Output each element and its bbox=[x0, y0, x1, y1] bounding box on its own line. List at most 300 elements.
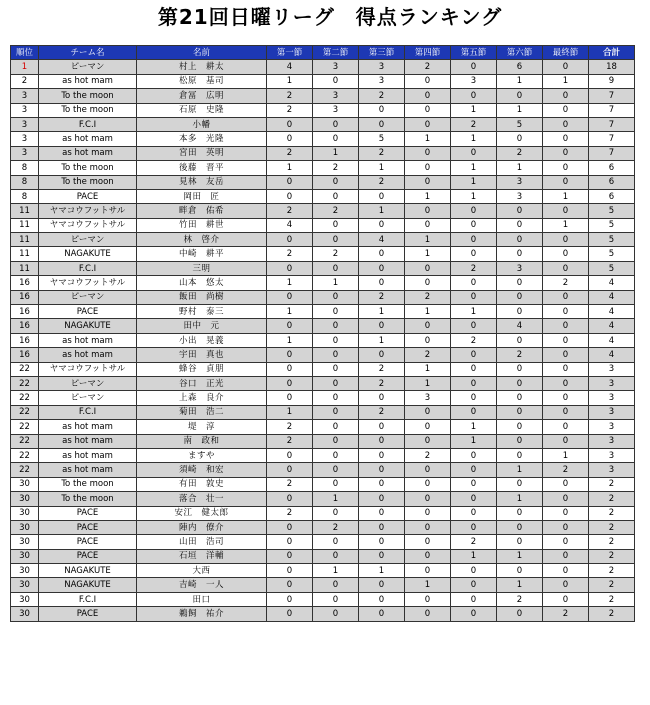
table-row bbox=[11, 592, 635, 606]
round-3-cell: 0 bbox=[359, 103, 405, 117]
table-row bbox=[11, 463, 635, 477]
page-title: 第21回日曜リーグ 得点ランキング bbox=[157, 5, 503, 29]
round-3-cell: 1 bbox=[359, 333, 405, 347]
round-2-cell: 0 bbox=[313, 261, 359, 275]
round-1-cell: 0 bbox=[267, 520, 313, 534]
total-cell: 6 bbox=[589, 189, 635, 203]
round-4-cell: 0 bbox=[405, 117, 451, 131]
round-5-cell: 0 bbox=[451, 520, 497, 534]
header-round-6: 第六節 bbox=[497, 46, 543, 60]
round-3-cell: 0 bbox=[359, 218, 405, 232]
team-cell: PACE bbox=[39, 189, 137, 203]
rank-cell: 22 bbox=[11, 434, 39, 448]
round-1-cell: 0 bbox=[267, 233, 313, 247]
total-cell: 7 bbox=[589, 117, 635, 131]
table-row bbox=[11, 276, 635, 290]
round-5-cell: 0 bbox=[451, 60, 497, 74]
round-1-cell: 0 bbox=[267, 463, 313, 477]
round-4-cell: 0 bbox=[405, 89, 451, 103]
rank-cell: 30 bbox=[11, 535, 39, 549]
total-cell: 4 bbox=[589, 319, 635, 333]
round-2-cell: 0 bbox=[313, 535, 359, 549]
round-4-cell: 0 bbox=[405, 319, 451, 333]
header-row bbox=[11, 46, 635, 60]
total-cell: 7 bbox=[589, 103, 635, 117]
total-cell: 5 bbox=[589, 218, 635, 232]
round-1-cell: 2 bbox=[267, 146, 313, 160]
round-2-cell: 0 bbox=[313, 290, 359, 304]
round-2-cell: 0 bbox=[313, 319, 359, 333]
round-3-cell: 0 bbox=[359, 420, 405, 434]
rank-cell: 3 bbox=[11, 132, 39, 146]
round-3-cell: 3 bbox=[359, 74, 405, 88]
player-name-cell: 安江 健太郎 bbox=[137, 506, 267, 520]
total-cell: 3 bbox=[589, 391, 635, 405]
table-row bbox=[11, 204, 635, 218]
rank-cell: 22 bbox=[11, 448, 39, 462]
rank-cell: 30 bbox=[11, 549, 39, 563]
round-2-cell: 2 bbox=[313, 520, 359, 534]
round-2-cell: 0 bbox=[313, 376, 359, 390]
team-cell: To the moon bbox=[39, 175, 137, 189]
player-name-cell: 石原 史隆 bbox=[137, 103, 267, 117]
round-5-cell: 1 bbox=[451, 175, 497, 189]
round-1-cell: 1 bbox=[267, 276, 313, 290]
round-6-cell: 0 bbox=[497, 204, 543, 218]
final-round-cell: 0 bbox=[543, 175, 589, 189]
round-1-cell: 4 bbox=[267, 218, 313, 232]
round-3-cell: 1 bbox=[359, 564, 405, 578]
round-6-cell: 1 bbox=[497, 103, 543, 117]
final-round-cell: 0 bbox=[543, 348, 589, 362]
final-round-cell: 0 bbox=[543, 520, 589, 534]
table-row bbox=[11, 362, 635, 376]
player-name-cell: 田口 bbox=[137, 592, 267, 606]
total-cell: 2 bbox=[589, 520, 635, 534]
round-2-cell: 0 bbox=[313, 218, 359, 232]
round-4-cell: 0 bbox=[405, 333, 451, 347]
round-5-cell: 0 bbox=[451, 204, 497, 218]
round-4-cell: 1 bbox=[405, 247, 451, 261]
rank-cell: 22 bbox=[11, 391, 39, 405]
rank-cell: 22 bbox=[11, 420, 39, 434]
rank-cell: 30 bbox=[11, 477, 39, 491]
round-5-cell: 0 bbox=[451, 448, 497, 462]
rank-cell: 2 bbox=[11, 74, 39, 88]
round-4-cell: 0 bbox=[405, 535, 451, 549]
round-2-cell: 0 bbox=[313, 506, 359, 520]
round-6-cell: 1 bbox=[497, 578, 543, 592]
round-3-cell: 2 bbox=[359, 405, 405, 419]
round-5-cell: 2 bbox=[451, 333, 497, 347]
final-round-cell: 0 bbox=[543, 477, 589, 491]
team-cell: ピーマン bbox=[39, 391, 137, 405]
table-row bbox=[11, 477, 635, 491]
round-6-cell: 0 bbox=[497, 535, 543, 549]
round-4-cell: 3 bbox=[405, 391, 451, 405]
final-round-cell: 0 bbox=[543, 305, 589, 319]
player-name-cell: 山本 悠太 bbox=[137, 276, 267, 290]
total-cell: 3 bbox=[589, 362, 635, 376]
ranking-body bbox=[11, 60, 635, 621]
round-4-cell: 0 bbox=[405, 161, 451, 175]
player-name-cell: 谷口 正光 bbox=[137, 376, 267, 390]
header-name: 名前 bbox=[137, 46, 267, 60]
table-row bbox=[11, 103, 635, 117]
round-4-cell: 0 bbox=[405, 74, 451, 88]
round-5-cell: 0 bbox=[451, 405, 497, 419]
rank-cell: 11 bbox=[11, 261, 39, 275]
rank-cell: 30 bbox=[11, 506, 39, 520]
round-1-cell: 2 bbox=[267, 247, 313, 261]
table-row bbox=[11, 564, 635, 578]
player-name-cell: 石垣 洋輔 bbox=[137, 549, 267, 563]
round-1-cell: 0 bbox=[267, 175, 313, 189]
team-cell: ヤマコウフットサル bbox=[39, 362, 137, 376]
table-row bbox=[11, 74, 635, 88]
rank-cell: 8 bbox=[11, 161, 39, 175]
table-row bbox=[11, 348, 635, 362]
player-name-cell: 上森 良介 bbox=[137, 391, 267, 405]
round-6-cell: 0 bbox=[497, 420, 543, 434]
player-name-cell: 山田 浩司 bbox=[137, 535, 267, 549]
player-name-cell: 蜂谷 貞朋 bbox=[137, 362, 267, 376]
table-row bbox=[11, 233, 635, 247]
round-4-cell: 2 bbox=[405, 60, 451, 74]
round-5-cell: 0 bbox=[451, 477, 497, 491]
total-cell: 4 bbox=[589, 348, 635, 362]
final-round-cell: 0 bbox=[543, 204, 589, 218]
round-4-cell: 0 bbox=[405, 103, 451, 117]
total-cell: 6 bbox=[589, 161, 635, 175]
total-cell: 4 bbox=[589, 305, 635, 319]
player-name-cell: 須崎 和宏 bbox=[137, 463, 267, 477]
round-5-cell: 2 bbox=[451, 535, 497, 549]
round-5-cell: 0 bbox=[451, 218, 497, 232]
round-5-cell: 1 bbox=[451, 420, 497, 434]
player-name-cell: 畔倉 佑希 bbox=[137, 204, 267, 218]
round-1-cell: 0 bbox=[267, 391, 313, 405]
round-4-cell: 0 bbox=[405, 434, 451, 448]
team-cell: To the moon bbox=[39, 89, 137, 103]
round-4-cell: 1 bbox=[405, 189, 451, 203]
rank-cell: 30 bbox=[11, 592, 39, 606]
total-cell: 4 bbox=[589, 276, 635, 290]
round-2-cell: 0 bbox=[313, 448, 359, 462]
round-5-cell: 1 bbox=[451, 103, 497, 117]
round-5-cell: 0 bbox=[451, 578, 497, 592]
player-name-cell: 中崎 耕平 bbox=[137, 247, 267, 261]
player-name-cell: ますや bbox=[137, 448, 267, 462]
round-2-cell: 0 bbox=[313, 434, 359, 448]
player-name-cell: 鵜飼 祐介 bbox=[137, 607, 267, 621]
round-4-cell: 0 bbox=[405, 204, 451, 218]
table-row bbox=[11, 218, 635, 232]
rank-cell: 30 bbox=[11, 520, 39, 534]
round-2-cell: 1 bbox=[313, 564, 359, 578]
round-3-cell: 2 bbox=[359, 146, 405, 160]
rank-cell: 3 bbox=[11, 146, 39, 160]
round-4-cell: 1 bbox=[405, 362, 451, 376]
player-name-cell: 村上 耕太 bbox=[137, 60, 267, 74]
team-cell: as hot mam bbox=[39, 146, 137, 160]
final-round-cell: 0 bbox=[543, 261, 589, 275]
round-2-cell: 0 bbox=[313, 233, 359, 247]
final-round-cell: 0 bbox=[543, 117, 589, 131]
round-6-cell: 3 bbox=[497, 189, 543, 203]
round-4-cell: 0 bbox=[405, 218, 451, 232]
rank-cell: 22 bbox=[11, 405, 39, 419]
round-5-cell: 1 bbox=[451, 434, 497, 448]
round-1-cell: 0 bbox=[267, 376, 313, 390]
round-5-cell: 1 bbox=[451, 189, 497, 203]
team-cell: as hot mam bbox=[39, 348, 137, 362]
round-4-cell: 0 bbox=[405, 175, 451, 189]
round-2-cell: 0 bbox=[313, 463, 359, 477]
round-5-cell: 0 bbox=[451, 319, 497, 333]
player-name-cell: 南 政和 bbox=[137, 434, 267, 448]
total-cell: 3 bbox=[589, 434, 635, 448]
round-3-cell: 0 bbox=[359, 463, 405, 477]
round-1-cell: 1 bbox=[267, 405, 313, 419]
round-3-cell: 0 bbox=[359, 434, 405, 448]
round-2-cell: 0 bbox=[313, 132, 359, 146]
round-6-cell: 1 bbox=[497, 161, 543, 175]
round-6-cell: 0 bbox=[497, 448, 543, 462]
round-2-cell: 0 bbox=[313, 189, 359, 203]
round-5-cell: 0 bbox=[451, 290, 497, 304]
rank-cell: 11 bbox=[11, 233, 39, 247]
player-name-cell: 本多 光隆 bbox=[137, 132, 267, 146]
round-2-cell: 0 bbox=[313, 578, 359, 592]
team-cell: To the moon bbox=[39, 477, 137, 491]
round-2-cell: 0 bbox=[313, 305, 359, 319]
round-2-cell: 0 bbox=[313, 391, 359, 405]
round-3-cell: 0 bbox=[359, 247, 405, 261]
rank-cell: 22 bbox=[11, 376, 39, 390]
player-name-cell: 飯田 尚樹 bbox=[137, 290, 267, 304]
round-4-cell: 0 bbox=[405, 146, 451, 160]
round-6-cell: 0 bbox=[497, 247, 543, 261]
final-round-cell: 0 bbox=[543, 247, 589, 261]
final-round-cell: 1 bbox=[543, 74, 589, 88]
round-1-cell: 2 bbox=[267, 89, 313, 103]
team-cell: F.C.I bbox=[39, 405, 137, 419]
round-3-cell: 0 bbox=[359, 549, 405, 563]
table-row bbox=[11, 405, 635, 419]
final-round-cell: 2 bbox=[543, 276, 589, 290]
team-cell: PACE bbox=[39, 549, 137, 563]
round-2-cell: 2 bbox=[313, 161, 359, 175]
table-row bbox=[11, 89, 635, 103]
team-cell: ヤマコウフットサル bbox=[39, 276, 137, 290]
rank-cell: 16 bbox=[11, 348, 39, 362]
round-4-cell: 2 bbox=[405, 348, 451, 362]
total-cell: 3 bbox=[589, 405, 635, 419]
player-name-cell: 三明 bbox=[137, 261, 267, 275]
round-3-cell: 0 bbox=[359, 592, 405, 606]
final-round-cell: 0 bbox=[543, 333, 589, 347]
rank-cell: 16 bbox=[11, 333, 39, 347]
table-row bbox=[11, 535, 635, 549]
round-4-cell: 0 bbox=[405, 520, 451, 534]
rank-cell: 11 bbox=[11, 218, 39, 232]
round-1-cell: 1 bbox=[267, 161, 313, 175]
player-name-cell: 小幡 bbox=[137, 117, 267, 131]
round-1-cell: 1 bbox=[267, 333, 313, 347]
table-row bbox=[11, 506, 635, 520]
round-4-cell: 1 bbox=[405, 132, 451, 146]
total-cell: 3 bbox=[589, 420, 635, 434]
rank-cell: 3 bbox=[11, 117, 39, 131]
total-cell: 2 bbox=[589, 549, 635, 563]
round-1-cell: 4 bbox=[267, 60, 313, 74]
final-round-cell: 0 bbox=[543, 376, 589, 390]
player-name-cell: 竹田 耕世 bbox=[137, 218, 267, 232]
round-4-cell: 0 bbox=[405, 420, 451, 434]
round-2-cell: 1 bbox=[313, 276, 359, 290]
header-round-3: 第三節 bbox=[359, 46, 405, 60]
total-cell: 2 bbox=[589, 564, 635, 578]
round-6-cell: 0 bbox=[497, 434, 543, 448]
round-5-cell: 1 bbox=[451, 161, 497, 175]
round-3-cell: 0 bbox=[359, 391, 405, 405]
table-row bbox=[11, 146, 635, 160]
round-5-cell: 0 bbox=[451, 607, 497, 621]
round-1-cell: 0 bbox=[267, 348, 313, 362]
round-6-cell: 0 bbox=[497, 405, 543, 419]
team-cell: ヤマコウフットサル bbox=[39, 218, 137, 232]
final-round-cell: 0 bbox=[543, 319, 589, 333]
team-cell: NAGAKUTE bbox=[39, 578, 137, 592]
round-5-cell: 0 bbox=[451, 233, 497, 247]
round-5-cell: 0 bbox=[451, 276, 497, 290]
total-cell: 3 bbox=[589, 448, 635, 462]
round-4-cell: 0 bbox=[405, 564, 451, 578]
round-6-cell: 0 bbox=[497, 333, 543, 347]
round-3-cell: 0 bbox=[359, 578, 405, 592]
rank-cell: 11 bbox=[11, 204, 39, 218]
round-5-cell: 3 bbox=[451, 74, 497, 88]
round-1-cell: 2 bbox=[267, 506, 313, 520]
round-2-cell: 3 bbox=[313, 103, 359, 117]
round-6-cell: 0 bbox=[497, 607, 543, 621]
rank-cell: 8 bbox=[11, 175, 39, 189]
round-1-cell: 0 bbox=[267, 290, 313, 304]
round-2-cell: 0 bbox=[313, 477, 359, 491]
total-cell: 7 bbox=[589, 132, 635, 146]
player-name-cell: 堤 淳 bbox=[137, 420, 267, 434]
round-4-cell: 0 bbox=[405, 506, 451, 520]
round-6-cell: 0 bbox=[497, 391, 543, 405]
round-2-cell: 0 bbox=[313, 420, 359, 434]
final-round-cell: 0 bbox=[543, 592, 589, 606]
team-cell: NAGAKUTE bbox=[39, 564, 137, 578]
header-round-4: 第四節 bbox=[405, 46, 451, 60]
team-cell: F.C.I bbox=[39, 117, 137, 131]
round-2-cell: 0 bbox=[313, 348, 359, 362]
round-6-cell: 0 bbox=[497, 362, 543, 376]
header-round-5: 第五節 bbox=[451, 46, 497, 60]
rank-cell: 16 bbox=[11, 319, 39, 333]
rank-cell: 30 bbox=[11, 564, 39, 578]
rank-cell: 3 bbox=[11, 103, 39, 117]
round-3-cell: 0 bbox=[359, 520, 405, 534]
table-row bbox=[11, 333, 635, 347]
round-6-cell: 0 bbox=[497, 218, 543, 232]
round-5-cell: 0 bbox=[451, 492, 497, 506]
round-2-cell: 0 bbox=[313, 592, 359, 606]
round-1-cell: 0 bbox=[267, 117, 313, 131]
final-round-cell: 0 bbox=[543, 434, 589, 448]
rank-cell: 16 bbox=[11, 290, 39, 304]
table-row bbox=[11, 290, 635, 304]
total-cell: 2 bbox=[589, 506, 635, 520]
rank-cell: 30 bbox=[11, 578, 39, 592]
final-round-cell: 0 bbox=[543, 549, 589, 563]
round-3-cell: 2 bbox=[359, 376, 405, 390]
round-5-cell: 0 bbox=[451, 146, 497, 160]
total-cell: 2 bbox=[589, 492, 635, 506]
round-2-cell: 0 bbox=[313, 175, 359, 189]
table-row bbox=[11, 132, 635, 146]
final-round-cell: 0 bbox=[543, 362, 589, 376]
total-cell: 4 bbox=[589, 333, 635, 347]
round-6-cell: 3 bbox=[497, 175, 543, 189]
final-round-cell: 0 bbox=[543, 132, 589, 146]
total-cell: 5 bbox=[589, 261, 635, 275]
rank-cell: 22 bbox=[11, 362, 39, 376]
round-6-cell: 0 bbox=[497, 305, 543, 319]
total-cell: 2 bbox=[589, 592, 635, 606]
rank-cell: 3 bbox=[11, 89, 39, 103]
round-6-cell: 0 bbox=[497, 376, 543, 390]
team-cell: as hot mam bbox=[39, 420, 137, 434]
table-row bbox=[11, 448, 635, 462]
player-name-cell: 宮田 英明 bbox=[137, 146, 267, 160]
player-name-cell: 陣内 僚介 bbox=[137, 520, 267, 534]
final-round-cell: 2 bbox=[543, 607, 589, 621]
final-round-cell: 1 bbox=[543, 189, 589, 203]
player-name-cell: 見林 友岳 bbox=[137, 175, 267, 189]
round-3-cell: 0 bbox=[359, 448, 405, 462]
round-4-cell: 0 bbox=[405, 276, 451, 290]
team-cell: as hot mam bbox=[39, 132, 137, 146]
round-3-cell: 1 bbox=[359, 305, 405, 319]
round-1-cell: 2 bbox=[267, 103, 313, 117]
team-cell: PACE bbox=[39, 506, 137, 520]
round-3-cell: 2 bbox=[359, 362, 405, 376]
team-cell: To the moon bbox=[39, 161, 137, 175]
round-3-cell: 0 bbox=[359, 506, 405, 520]
team-cell: as hot mam bbox=[39, 434, 137, 448]
round-3-cell: 5 bbox=[359, 132, 405, 146]
round-6-cell: 0 bbox=[497, 290, 543, 304]
team-cell: ピーマン bbox=[39, 233, 137, 247]
round-6-cell: 1 bbox=[497, 492, 543, 506]
rank-cell: 30 bbox=[11, 607, 39, 621]
header-round-2: 第二節 bbox=[313, 46, 359, 60]
total-cell: 3 bbox=[589, 376, 635, 390]
round-6-cell: 1 bbox=[497, 463, 543, 477]
final-round-cell: 0 bbox=[543, 578, 589, 592]
round-5-cell: 1 bbox=[451, 549, 497, 563]
team-cell: ヤマコウフットサル bbox=[39, 204, 137, 218]
final-round-cell: 0 bbox=[543, 420, 589, 434]
round-2-cell: 3 bbox=[313, 60, 359, 74]
round-6-cell: 0 bbox=[497, 506, 543, 520]
ranking-table bbox=[10, 45, 635, 622]
